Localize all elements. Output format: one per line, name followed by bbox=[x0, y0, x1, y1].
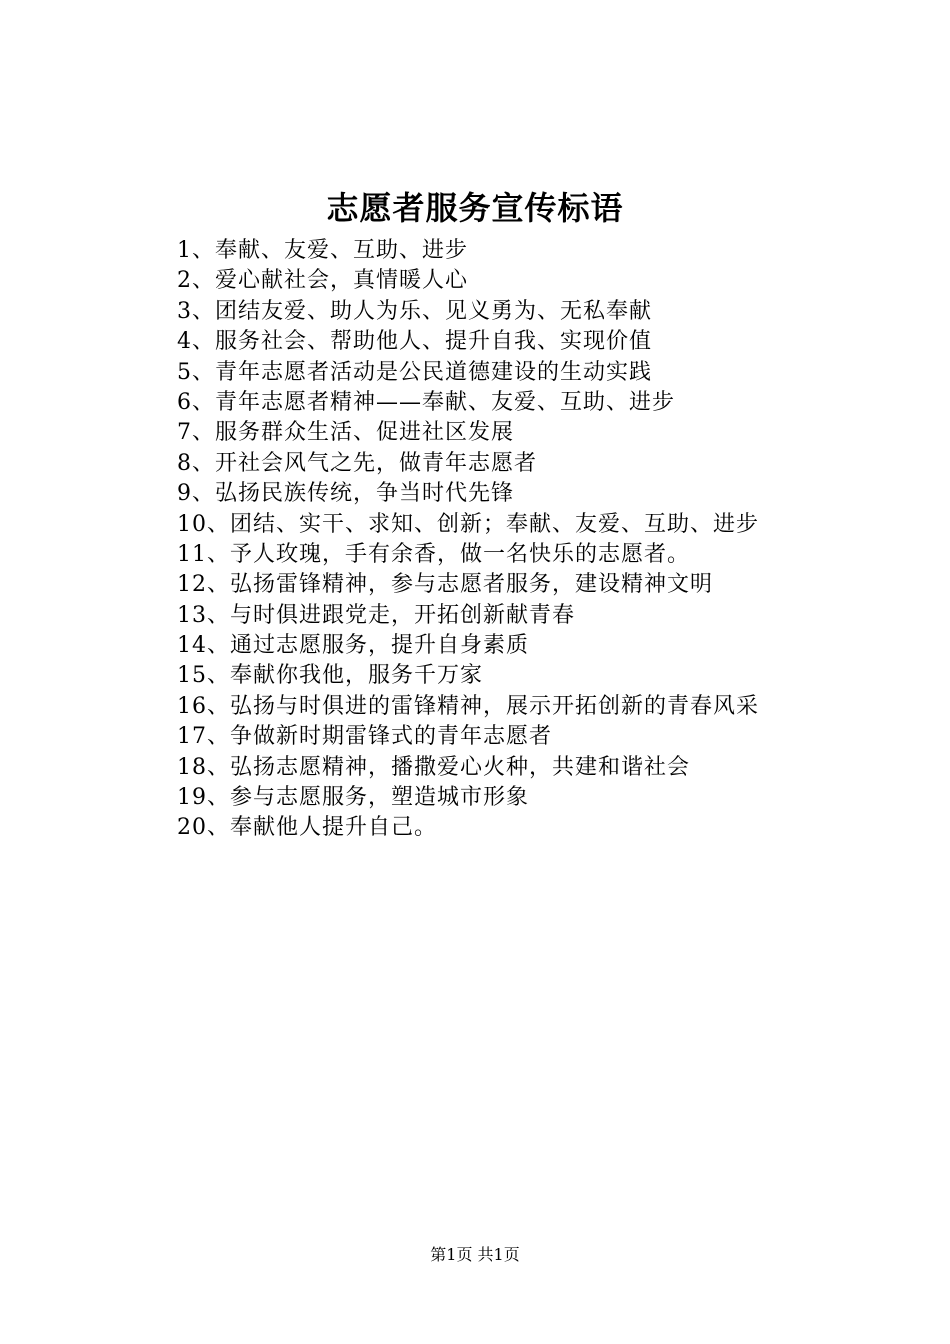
document-title: 志愿者服务宣传标语 bbox=[326, 189, 624, 227]
slogan-item-15: 15、奉献你我他，服务千万家 bbox=[177, 663, 483, 689]
slogan-item-1: 1、奉献、友爱、互助、进步 bbox=[177, 238, 468, 263]
slogan-item-10: 10、团结、实干、求知、创新；奉献、友爱、互助、进步 bbox=[177, 511, 759, 537]
slogan-item-4: 4、服务社会、帮助他人、提升自我、实现价值 bbox=[177, 329, 652, 355]
slogan-item-18: 18、弘扬志愿精神，播撒爱心火种，共建和谐社会 bbox=[177, 754, 690, 780]
page-footer: 第1页 共1页 bbox=[430, 1245, 520, 1264]
slogan-item-16: 16、弘扬与时俱进的雷锋精神，展示开拓创新的青春风采 bbox=[177, 693, 759, 719]
slogan-item-19: 19、参与志愿服务，塑造城市形象 bbox=[177, 785, 529, 811]
slogan-list bbox=[177, 236, 897, 844]
slogan-item-17: 17、争做新时期雷锋式的青年志愿者 bbox=[177, 724, 552, 750]
slogan-item-12: 12、弘扬雷锋精神，参与志愿者服务，建设精神文明 bbox=[177, 572, 713, 598]
slogan-item-5: 5、青年志愿者活动是公民道德建设的生动实践 bbox=[177, 359, 652, 385]
slogan-item-3: 3、团结友爱、助人为乐、见义勇为、无私奉献 bbox=[177, 298, 652, 324]
slogan-item-13: 13、与时俱进跟党走，开拓创新献青春 bbox=[177, 602, 575, 628]
slogan-item-20: 20、奉献他人提升自己。 bbox=[177, 815, 437, 841]
slogan-item-8: 8、开社会风气之先，做青年志愿者 bbox=[177, 450, 537, 476]
slogan-item-6: 6、青年志愿者精神——奉献、友爱、互助、进步 bbox=[177, 389, 675, 415]
slogan-item-14: 14、通过志愿服务，提升自身素质 bbox=[177, 633, 529, 659]
slogan-item-2: 2、爱心献社会，真情暖人心 bbox=[177, 268, 468, 294]
slogan-item-11: 11、予人玫瑰，手有余香，做一名快乐的志愿者。 bbox=[177, 541, 690, 567]
slogan-item-7: 7、服务群众生活、促进社区发展 bbox=[177, 420, 514, 446]
slogan-item-9: 9、弘扬民族传统，争当时代先锋 bbox=[177, 481, 514, 507]
